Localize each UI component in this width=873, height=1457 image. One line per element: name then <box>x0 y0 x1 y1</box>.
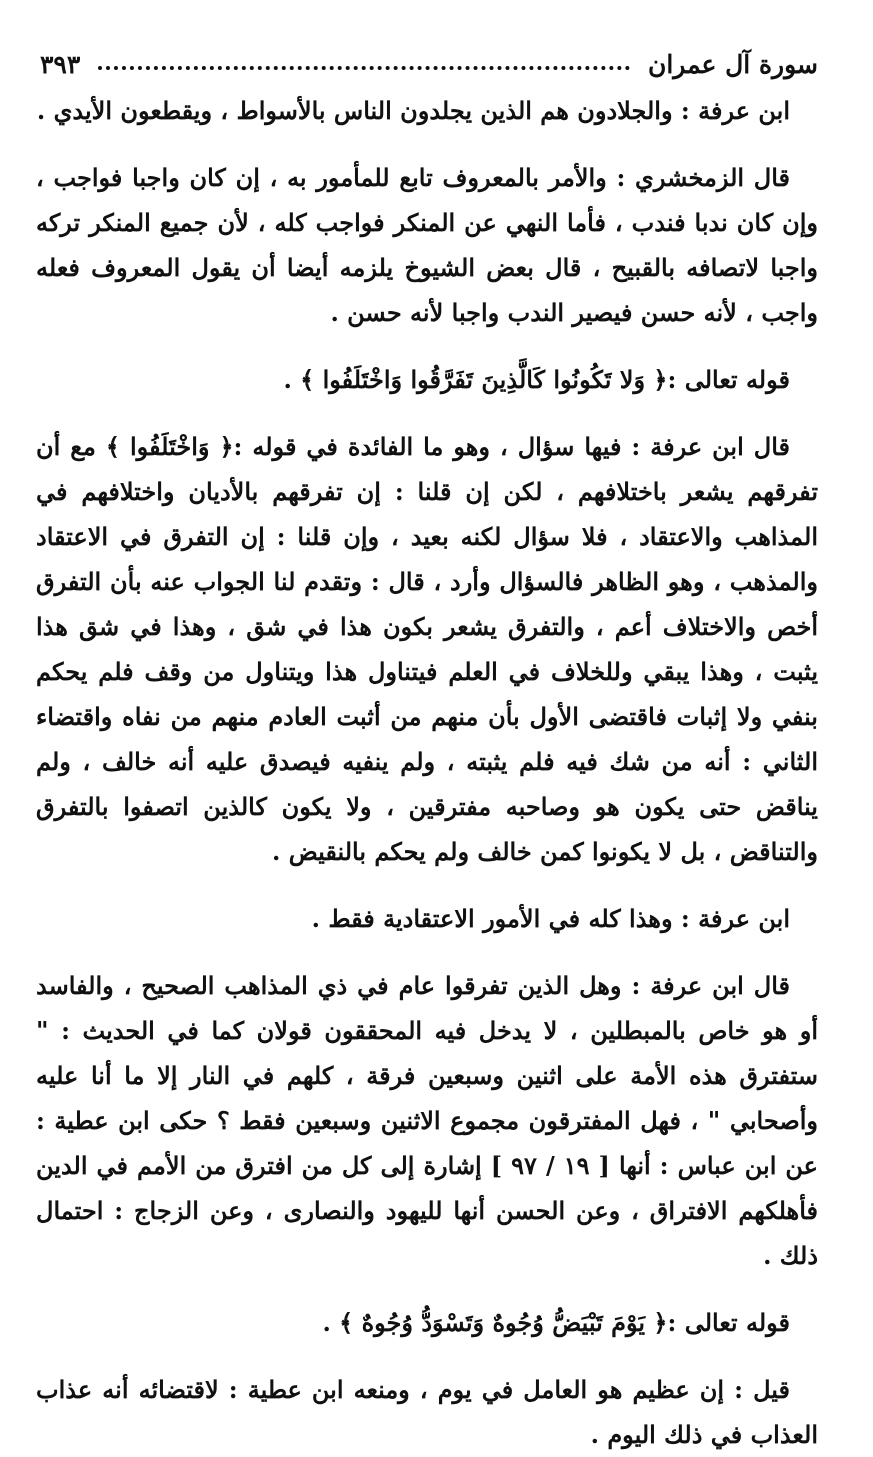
paragraph-ibn-arafa-itiqadiya: ابن عرفة : وهذا كله في الأمور الاعتقادية فقط . <box>311 904 790 933</box>
surah-title: سورة آل عمران <box>647 49 818 79</box>
page-body <box>36 88 818 1457</box>
page-number: ٣٩٣ <box>40 49 81 79</box>
paragraph-ibn-arafa-jalladun: ابن عرفة : والجلادون هم الذين يجلدون الناس بالأسواط ، ويقطعون الأيدي . <box>36 96 790 125</box>
quran-verse-yawma-tabyaddu: قوله تعالى :﴿ يَوْمَ تَبْيَضُّ وُجُوهٌ وَتَسْوَدُّ وُجُوهٌ ﴾ . <box>322 1308 790 1337</box>
quran-verse-la-takunu: قوله تعالى :﴿ وَلا تَكُونُوا كَالَّذِينَ تَفَرَّقُوا وَاخْتَلَفُوا ﴾ . <box>283 365 790 394</box>
header-dotted-leader <box>98 66 630 70</box>
paragraph-ibn-arafa-question: قال ابن عرفة : فيها سؤال ، وهو ما الفائدة في قوله :﴿ وَاخْتَلَفُوا ﴾ مع أن تفرقهم يشعر باختلافهم ، لكن إن قلنا : إن تفرقهم بالأديان واختلافهم في المذاهب والاعتقاد ، فلا سؤال لكنه بعيد ، وإن قلنا : إن التفرق في الاعتقاد والمذهب ، وهو الظاهر فالسؤال وأرد ، قال : وتقدم لنا الجواب عنه بأن التفرق أخص والاختلاف أعم ، والتفرق يشعر بكون هذا في شق ، وهذا في شق هذا يثبت ، وهذا يبقي وللخلاف في العلم فيتناول هذا ويتناول من وقف فلم يحكم بنفي ولا إثبات فاقتضى الأول بأن منهم من أثبت العادم منهم من نفاه واقتضاء الثاني : أنه من شك فيه فلم يثبته ، ولم ينفيه فيصدق عليه أنه خالف ، ولم يناقض حتى يكون هو وصاحبه مفترقين ، ولا يكون كالذين اتصفوا بالتفرق والتناقض ، بل لا يكونوا كمن خالف ولم يحكم بالنقيض . <box>36 432 818 866</box>
paragraph-zamakhshari: قال الزمخشري : والأمر بالمعروف تابع للمأمور به ، إن كان واجبا فواجب ، وإن كان ندبا فندب ، فأما النهي عن المنكر فواجب كله ، لأن جميع المنكر تركه واجبا لاتصافه بالقبيح ، قال بعض الشيوخ يلزمه أيضا أن يقول المعروف فعله واجب ، لأنه حسن فيصير الندب واجبا لأنه حسن . <box>36 163 818 327</box>
running-header <box>40 44 818 84</box>
paragraph-qila-azim: قيل : إن عظيم هو العامل في يوم ، ومنعه ابن عطية : لاقتضائه أنه عذاب العذاب في ذلك اليوم . <box>36 1375 818 1449</box>
paragraph-ibn-arafa-tafarraqu: قال ابن عرفة : وهل الذين تفرقوا عام في ذي المذاهب الصحيح ، والفاسد أو هو خاص بالمبطلين ، لا يدخل فيه المحققون قولان كما في الحديث : " ستفترق هذه الأمة على اثنين وسبعين فرقة ، كلهم في النار إلا ما أنا عليه وأصحابي " ، فهل المفترقون مجموع الاثنين وسبعين فقط ؟ حكى ابن عطية : عن ابن عباس : أنها [ ١٩ / ٩٧ ] إشارة إلى كل من افترق من الأمم في الدين فأهلكهم الافتراق ، وعن الحسن أنها لليهود والنصارى ، وعن الزجاج : احتمال ذلك . <box>36 971 819 1270</box>
